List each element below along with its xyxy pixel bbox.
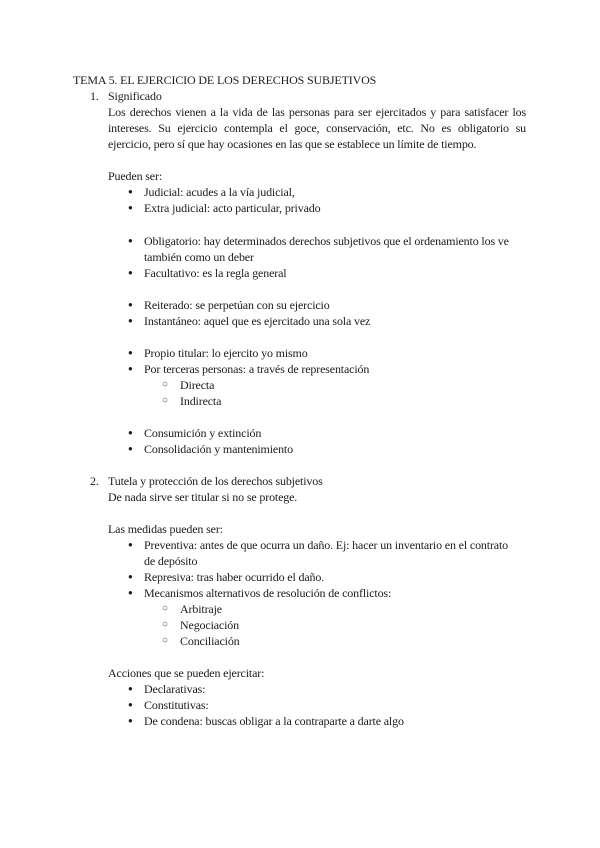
list-item: Preventiva: antes de que ocurra un daño. Ej: hacer un inventario en el contrato xyxy=(144,538,509,552)
list-item: Judicial: acudes a la vía judicial, xyxy=(144,185,295,199)
circle-bullet-icon: ○ xyxy=(162,395,168,406)
circle-bullet-icon: ○ xyxy=(162,635,168,646)
bullet-icon: ● xyxy=(128,428,133,437)
bullet-icon: ● xyxy=(128,684,133,693)
list-item: Represiva: tras haber ocurrido el daño. xyxy=(144,570,325,584)
section-2-number: 2. xyxy=(90,474,99,488)
bullet-icon: ● xyxy=(128,300,133,309)
section-2-intro: Las medidas pueden ser: xyxy=(108,522,223,536)
section-2-actions-intro: Acciones que se pueden ejercitar: xyxy=(108,666,265,680)
sub-list-item: Arbitraje xyxy=(180,602,222,616)
bullet-icon: ● xyxy=(128,348,133,357)
list-item: Mecanismos alternativos de resolución de conflictos: xyxy=(144,586,392,600)
document-title: TEMA 5. EL EJERCICIO DE LOS DERECHOS SUBJETIVOS xyxy=(73,73,377,87)
list-item: De condena: buscas obligar a la contraparte a darte algo xyxy=(144,714,404,728)
bullet-icon: ● xyxy=(128,203,133,212)
bullet-icon: ● xyxy=(128,444,133,453)
list-item: Consolidación y mantenimiento xyxy=(144,442,293,456)
circle-bullet-icon: ○ xyxy=(162,603,168,614)
section-2-subtitle: De nada sirve ser titular si no se protege. xyxy=(108,490,298,504)
list-item: Obligatorio: hay determinados derechos subjetivos que el ordenamiento los ve xyxy=(144,234,509,248)
list-item-continuation: de depósito xyxy=(144,554,198,568)
bullet-icon: ● xyxy=(128,540,133,549)
section-2-heading: Tutela y protección de los derechos subjetivos xyxy=(108,474,323,488)
list-item: Consumición y extinción xyxy=(144,426,262,440)
list-item: Instantáneo: aquel que es ejercitado una sola vez xyxy=(144,314,371,328)
section-1-heading: Significado xyxy=(108,89,162,103)
bullet-icon: ● xyxy=(128,716,133,725)
bullet-icon: ● xyxy=(128,187,133,196)
sub-list-item: Indirecta xyxy=(180,394,222,408)
circle-bullet-icon: ○ xyxy=(162,619,168,630)
section-1-intro: Pueden ser: xyxy=(108,169,163,183)
section-1-paragraph-line-1: Los derechos vienen a la vida de las personas para ser ejercitados y para satisfacer los xyxy=(108,105,526,119)
list-item-continuation: también como un deber xyxy=(144,250,254,264)
section-1-number: 1. xyxy=(90,89,99,103)
list-item: Facultativo: es la regla general xyxy=(144,266,287,280)
bullet-icon: ● xyxy=(128,588,133,597)
bullet-icon: ● xyxy=(128,236,133,245)
sub-list-item: Negociación xyxy=(180,618,239,632)
sub-list-item: Conciliación xyxy=(180,634,240,648)
list-item: Extra judicial: acto particular, privado xyxy=(144,201,321,215)
bullet-icon: ● xyxy=(128,700,133,709)
list-item: Declarativas: xyxy=(144,682,206,696)
bullet-icon: ● xyxy=(128,268,133,277)
bullet-icon: ● xyxy=(128,316,133,325)
bullet-icon: ● xyxy=(128,572,133,581)
circle-bullet-icon: ○ xyxy=(162,379,168,390)
bullet-icon: ● xyxy=(128,364,133,373)
section-1-paragraph-line-2: intereses. Su ejercicio contempla el goce, conservación, etc. No es obligatorio su xyxy=(108,121,526,135)
sub-list-item: Directa xyxy=(180,378,215,392)
section-1-paragraph-line-3: ejercicio, pero sí que hay ocasiones en las que se establece un límite de tiempo. xyxy=(108,137,477,151)
list-item: Por terceras personas: a través de representación xyxy=(144,362,370,376)
list-item: Reiterado: se perpetúan con su ejercicio xyxy=(144,298,330,312)
list-item: Constitutivas: xyxy=(144,698,209,712)
list-item: Propio titular: lo ejercito yo mismo xyxy=(144,346,308,360)
